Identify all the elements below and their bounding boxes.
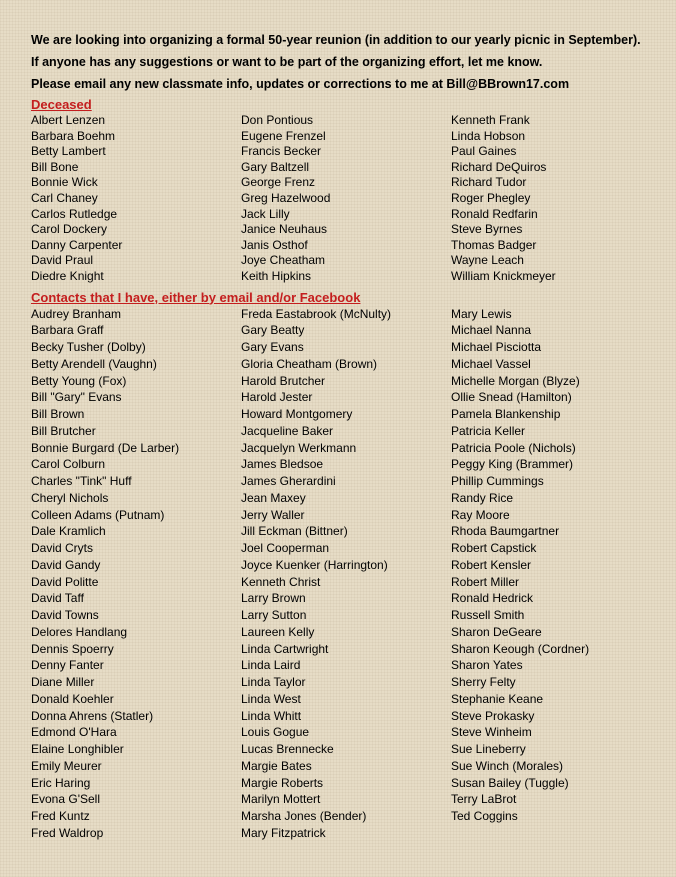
classmate-name: Ted Coggins: [451, 809, 518, 824]
classmate-name: Jacqueline Baker: [241, 423, 334, 438]
classmate-name: Dennis Spoerry: [31, 641, 114, 656]
classmate-name: Marilyn Mottert: [241, 792, 321, 807]
classmate-name: Sharon Keough (Cordner): [451, 641, 590, 656]
classmate-name: Pamela Blankenship: [451, 407, 561, 422]
deceased-column: [451, 113, 661, 285]
classmate-name: Colleen Adams (Putnam): [31, 507, 165, 522]
classmate-name: Evona G'Sell: [31, 792, 100, 807]
classmate-name: Bill Brown: [31, 407, 85, 422]
classmate-name: Steve Prokasky: [451, 708, 535, 723]
classmate-name: Charles "Tink" Huff: [31, 474, 132, 489]
classmate-name: Fred Kuntz: [31, 809, 90, 824]
classmate-name: Cheryl Nichols: [31, 490, 109, 505]
classmate-name: Eric Haring: [31, 775, 91, 790]
classmate-name: Bill Bone: [31, 159, 79, 174]
classmate-name: Delores Handlang: [31, 624, 128, 639]
classmate-name: Keith Hipkins: [241, 268, 312, 283]
classmate-name: Linda Taylor: [241, 675, 306, 690]
classmate-name: Barbara Boehm: [31, 128, 116, 143]
classmate-name: Steve Byrnes: [451, 222, 523, 237]
classmate-name: Patricia Poole (Nichols): [451, 440, 576, 455]
classmate-name: Joyce Kuenker (Harrington): [241, 557, 388, 572]
classmate-name: Carol Colburn: [31, 457, 106, 472]
classmate-name: Betty Young (Fox): [31, 373, 127, 388]
classmate-name: Susan Bailey (Tuggle): [451, 775, 569, 790]
classmate-name: Becky Tusher (Dolby): [31, 340, 146, 355]
classmate-name: Diane Miller: [31, 675, 95, 690]
intro-organizing-text: If anyone has any suggestions or want to be part of the organizing effort, let me know.: [31, 55, 543, 69]
classmate-name: Barbara Graff: [31, 323, 104, 338]
classmate-name: Danny Carpenter: [31, 237, 123, 252]
classmate-name: James Bledsoe: [241, 457, 324, 472]
classmate-name: Roger Phegley: [451, 190, 531, 205]
classmate-name: Bonnie Burgard (De Larber): [31, 440, 180, 455]
classmate-name: Stephanie Keane: [451, 691, 544, 706]
classmate-name: Phillip Cummings: [451, 474, 544, 489]
classmate-name: Kenneth Christ: [241, 574, 321, 589]
page-content: [31, 29, 661, 842]
classmate-name: Elaine Longhibler: [31, 742, 124, 757]
classmate-name: Gloria Cheatham (Brown): [241, 356, 378, 371]
classmate-name: Bill Brutcher: [31, 423, 96, 438]
classmate-name: David Towns: [31, 608, 99, 623]
classmate-name: Dale Kramlich: [31, 524, 106, 539]
contacts-column: [451, 306, 661, 842]
classmate-name: Carlos Rutledge: [31, 206, 118, 221]
classmate-name: Donna Ahrens (Statler): [31, 708, 154, 723]
classmate-name: Russell Smith: [451, 608, 525, 623]
classmate-name: Harold Jester: [241, 390, 313, 405]
classmate-name: Larry Brown: [241, 591, 306, 606]
classmate-name: Terry LaBrot: [451, 792, 517, 807]
deceased-list: [31, 113, 661, 285]
classmate-name: Laureen Kelly: [241, 624, 315, 639]
classmate-name: Mary Lewis: [451, 306, 512, 321]
contacts-column: [31, 306, 241, 842]
classmate-name: Joel Cooperman: [241, 541, 330, 556]
classmate-name: Jack Lilly: [241, 206, 290, 221]
classmate-name: Ray Moore: [451, 507, 510, 522]
classmate-name: Michael Vassel: [451, 356, 531, 371]
classmate-name: Richard DeQuiros: [451, 159, 547, 174]
classmate-name: Gary Baltzell: [241, 159, 310, 174]
contacts-column: [241, 306, 451, 842]
classmate-name: Mary Fitzpatrick: [241, 825, 326, 840]
classmate-name: Peggy King (Brammer): [451, 457, 574, 472]
classmate-name: Carol Dockery: [31, 222, 108, 237]
classmate-name: Ronald Redfarin: [451, 206, 538, 221]
classmate-name: Margie Roberts: [241, 775, 324, 790]
classmate-name: Betty Lambert: [31, 144, 106, 159]
classmate-name: James Gherardini: [241, 474, 336, 489]
classmate-name: Janis Osthof: [241, 237, 308, 252]
classmate-name: David Cryts: [31, 541, 94, 556]
classmate-name: Bill "Gary" Evans: [31, 390, 122, 405]
classmate-name: Jerry Waller: [241, 507, 305, 522]
classmate-name: David Gandy: [31, 557, 101, 572]
classmate-name: Lucas Brennecke: [241, 742, 334, 757]
classmate-name: Robert Kensler: [451, 557, 532, 572]
contacts-list: [31, 306, 661, 842]
classmate-name: Carl Chaney: [31, 190, 98, 205]
classmate-name: Ollie Snead (Hamilton): [451, 390, 572, 405]
classmate-name: Fred Waldrop: [31, 825, 104, 840]
classmate-name: Sharon DeGeare: [451, 624, 542, 639]
classmate-name: Steve Winheim: [451, 725, 532, 740]
classmate-name: Linda Laird: [241, 658, 301, 673]
classmate-name: Harold Brutcher: [241, 373, 326, 388]
classmate-name: Rhoda Baumgartner: [451, 524, 560, 539]
classmate-name: Sue Winch (Morales): [451, 758, 564, 773]
classmate-name: Sue Lineberry: [451, 742, 526, 757]
classmate-name: Thomas Badger: [451, 237, 537, 252]
classmate-name: Albert Lenzen: [31, 113, 106, 127]
classmate-name: Patricia Keller: [451, 423, 526, 438]
classmate-name: Gary Evans: [241, 340, 304, 355]
classmate-name: Denny Fanter: [31, 658, 104, 673]
classmate-name: Donald Koehler: [31, 691, 114, 706]
classmate-name: Paul Gaines: [451, 144, 517, 159]
deceased-heading: Deceased: [31, 97, 92, 112]
classmate-name: Ronald Hedrick: [451, 591, 534, 606]
intro-reunion-text: We are looking into organizing a formal 50-year reunion (in addition to our yearly picnic in September).: [31, 33, 641, 47]
classmate-name: Robert Miller: [451, 574, 520, 589]
classmate-name: Jean Maxey: [241, 490, 306, 505]
classmate-name: Sherry Felty: [451, 675, 516, 690]
classmate-name: Robert Capstick: [451, 541, 537, 556]
classmate-name: Howard Montgomery: [241, 407, 353, 422]
classmate-name: David Taff: [31, 591, 84, 606]
intro-block: [31, 29, 661, 95]
classmate-name: Don Pontious: [241, 113, 314, 127]
classmate-name: Betty Arendell (Vaughn): [31, 356, 157, 371]
deceased-column: [241, 113, 451, 285]
classmate-name: Janice Neuhaus: [241, 222, 328, 237]
classmate-name: Jacquelyn Werkmann: [241, 440, 357, 455]
classmate-name: Linda West: [241, 691, 301, 706]
classmate-name: Joye Cheatham: [241, 253, 326, 268]
classmate-name: Eugene Frenzel: [241, 128, 326, 143]
classmate-name: George Frenz: [241, 175, 316, 190]
classmate-name: Jill Eckman (Bittner): [241, 524, 348, 539]
deceased-column: [31, 113, 241, 285]
classmate-name: David Praul: [31, 253, 94, 268]
classmate-name: Margie Bates: [241, 758, 312, 773]
classmate-name: Francis Becker: [241, 144, 322, 159]
classmate-name: Gary Beatty: [241, 323, 305, 338]
classmate-name: Bonnie Wick: [31, 175, 98, 190]
classmate-name: Richard Tudor: [451, 175, 527, 190]
classmate-name: Randy Rice: [451, 490, 514, 505]
classmate-name: Freda Eastabrook (McNulty): [241, 306, 392, 321]
classmate-name: Wayne Leach: [451, 253, 524, 268]
classmate-name: Audrey Branham: [31, 306, 122, 321]
classmate-name: Kenneth Frank: [451, 113, 530, 127]
classmate-name: Marsha Jones (Bender): [241, 809, 367, 824]
classmate-name: Michelle Morgan (Blyze): [451, 373, 580, 388]
classmate-name: Louis Gogue: [241, 725, 310, 740]
classmate-name: Larry Sutton: [241, 608, 307, 623]
classmate-name: Emily Meurer: [31, 758, 102, 773]
classmate-name: Sharon Yates: [451, 658, 523, 673]
classmate-name: Linda Whitt: [241, 708, 302, 723]
classmate-name: Greg Hazelwood: [241, 190, 331, 205]
classmate-name: Diedre Knight: [31, 268, 104, 283]
classmate-name: David Politte: [31, 574, 99, 589]
classmate-name: Linda Hobson: [451, 128, 526, 143]
classmate-name: Michael Nanna: [451, 323, 532, 338]
contacts-heading: Contacts that I have, either by email and/or Facebook: [31, 289, 361, 305]
classmate-name: Edmond O'Hara: [31, 725, 117, 740]
intro-email-text: Please email any new classmate info, updates or corrections to me at Bill@BBrown17.com: [31, 77, 570, 91]
classmate-name: Michael Pisciotta: [451, 340, 542, 355]
classmate-name: William Knickmeyer: [451, 268, 556, 283]
classmate-name: Linda Cartwright: [241, 641, 329, 656]
